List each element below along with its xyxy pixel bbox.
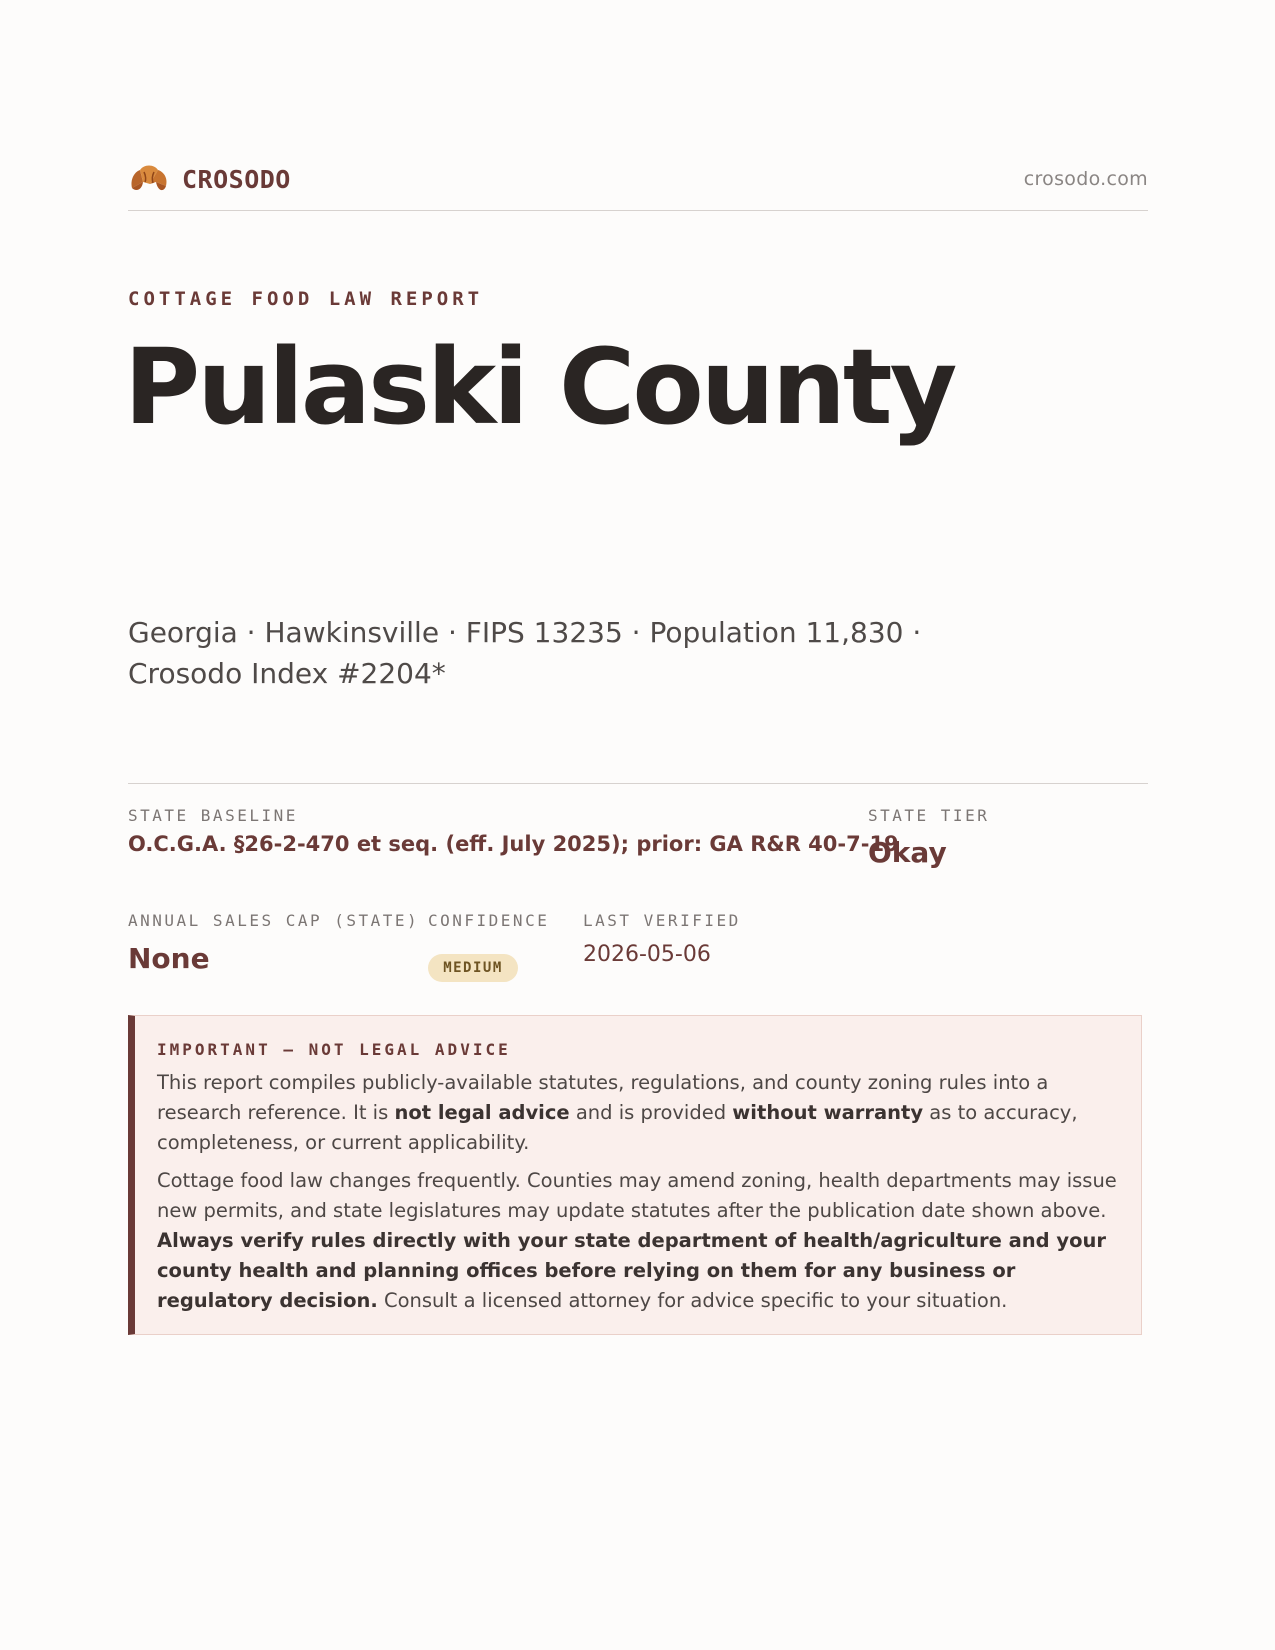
sales-cap-value: None: [128, 942, 210, 975]
last-verified-value: 2026-05-06: [583, 942, 711, 967]
state-tier-value: Okay: [868, 836, 947, 869]
confidence-badge: MEDIUM: [428, 954, 518, 982]
report-page: [124, 0, 1148, 1650]
divider: [128, 783, 1148, 784]
site-link[interactable]: crosodo.com: [1023, 168, 1148, 190]
notice-text: and is provided: [569, 1101, 733, 1124]
last-verified-label: LAST VERIFIED: [583, 911, 741, 930]
county-meta-line: Georgia · Hawkinsville · FIPS 13235 · Population 11,830 ·: [128, 616, 922, 649]
notice-emphasis: Always verify rules directly with your state department of health/agriculture and your county health and planning offices before relying on them for any business or regulatory decision.: [157, 1229, 1107, 1312]
notice-title: IMPORTANT — NOT LEGAL ADVICE: [157, 1040, 511, 1059]
notice-text: as to accuracy, completeness, or current applicability.: [157, 1101, 1078, 1154]
legal-notice: [128, 1015, 1142, 1335]
report-eyebrow: COTTAGE FOOD LAW REPORT: [128, 288, 484, 310]
croissant-icon: [128, 160, 170, 198]
notice-text: Consult a licensed attorney for advice specific to your situation.: [377, 1289, 1008, 1312]
sales-cap-label: ANNUAL SALES CAP (STATE): [128, 911, 420, 930]
state-tier-label: STATE TIER: [868, 806, 990, 825]
state-baseline-value: O.C.G.A. §26-2-470 et seq. (eff. July 2025); prior: GA R&R 40-7-19: [128, 832, 899, 856]
brand-name: CROSODO: [182, 164, 291, 194]
county-meta-line: Crosodo Index #2204*: [128, 657, 446, 690]
notice-text: Cottage food law changes frequently. Counties may amend zoning, health departments may issue new permits, and state legislatures may update statutes after the publication date shown above.: [157, 1169, 1117, 1222]
notice-paragraph: [157, 1166, 1125, 1316]
notice-emphasis: not legal advice: [394, 1101, 570, 1124]
notice-text: This report compiles publicly-available statutes, regulations, and county zoning rules into a research reference. It is: [157, 1071, 1049, 1124]
county-meta: [128, 612, 948, 694]
state-baseline-label: STATE BASELINE: [128, 806, 298, 825]
page-header: [128, 160, 1148, 211]
notice-emphasis: without warranty: [732, 1101, 924, 1124]
brand[interactable]: [128, 160, 291, 198]
page-title: Pulaski County: [124, 326, 955, 448]
notice-paragraph: [157, 1068, 1125, 1158]
confidence-label: CONFIDENCE: [428, 911, 550, 930]
